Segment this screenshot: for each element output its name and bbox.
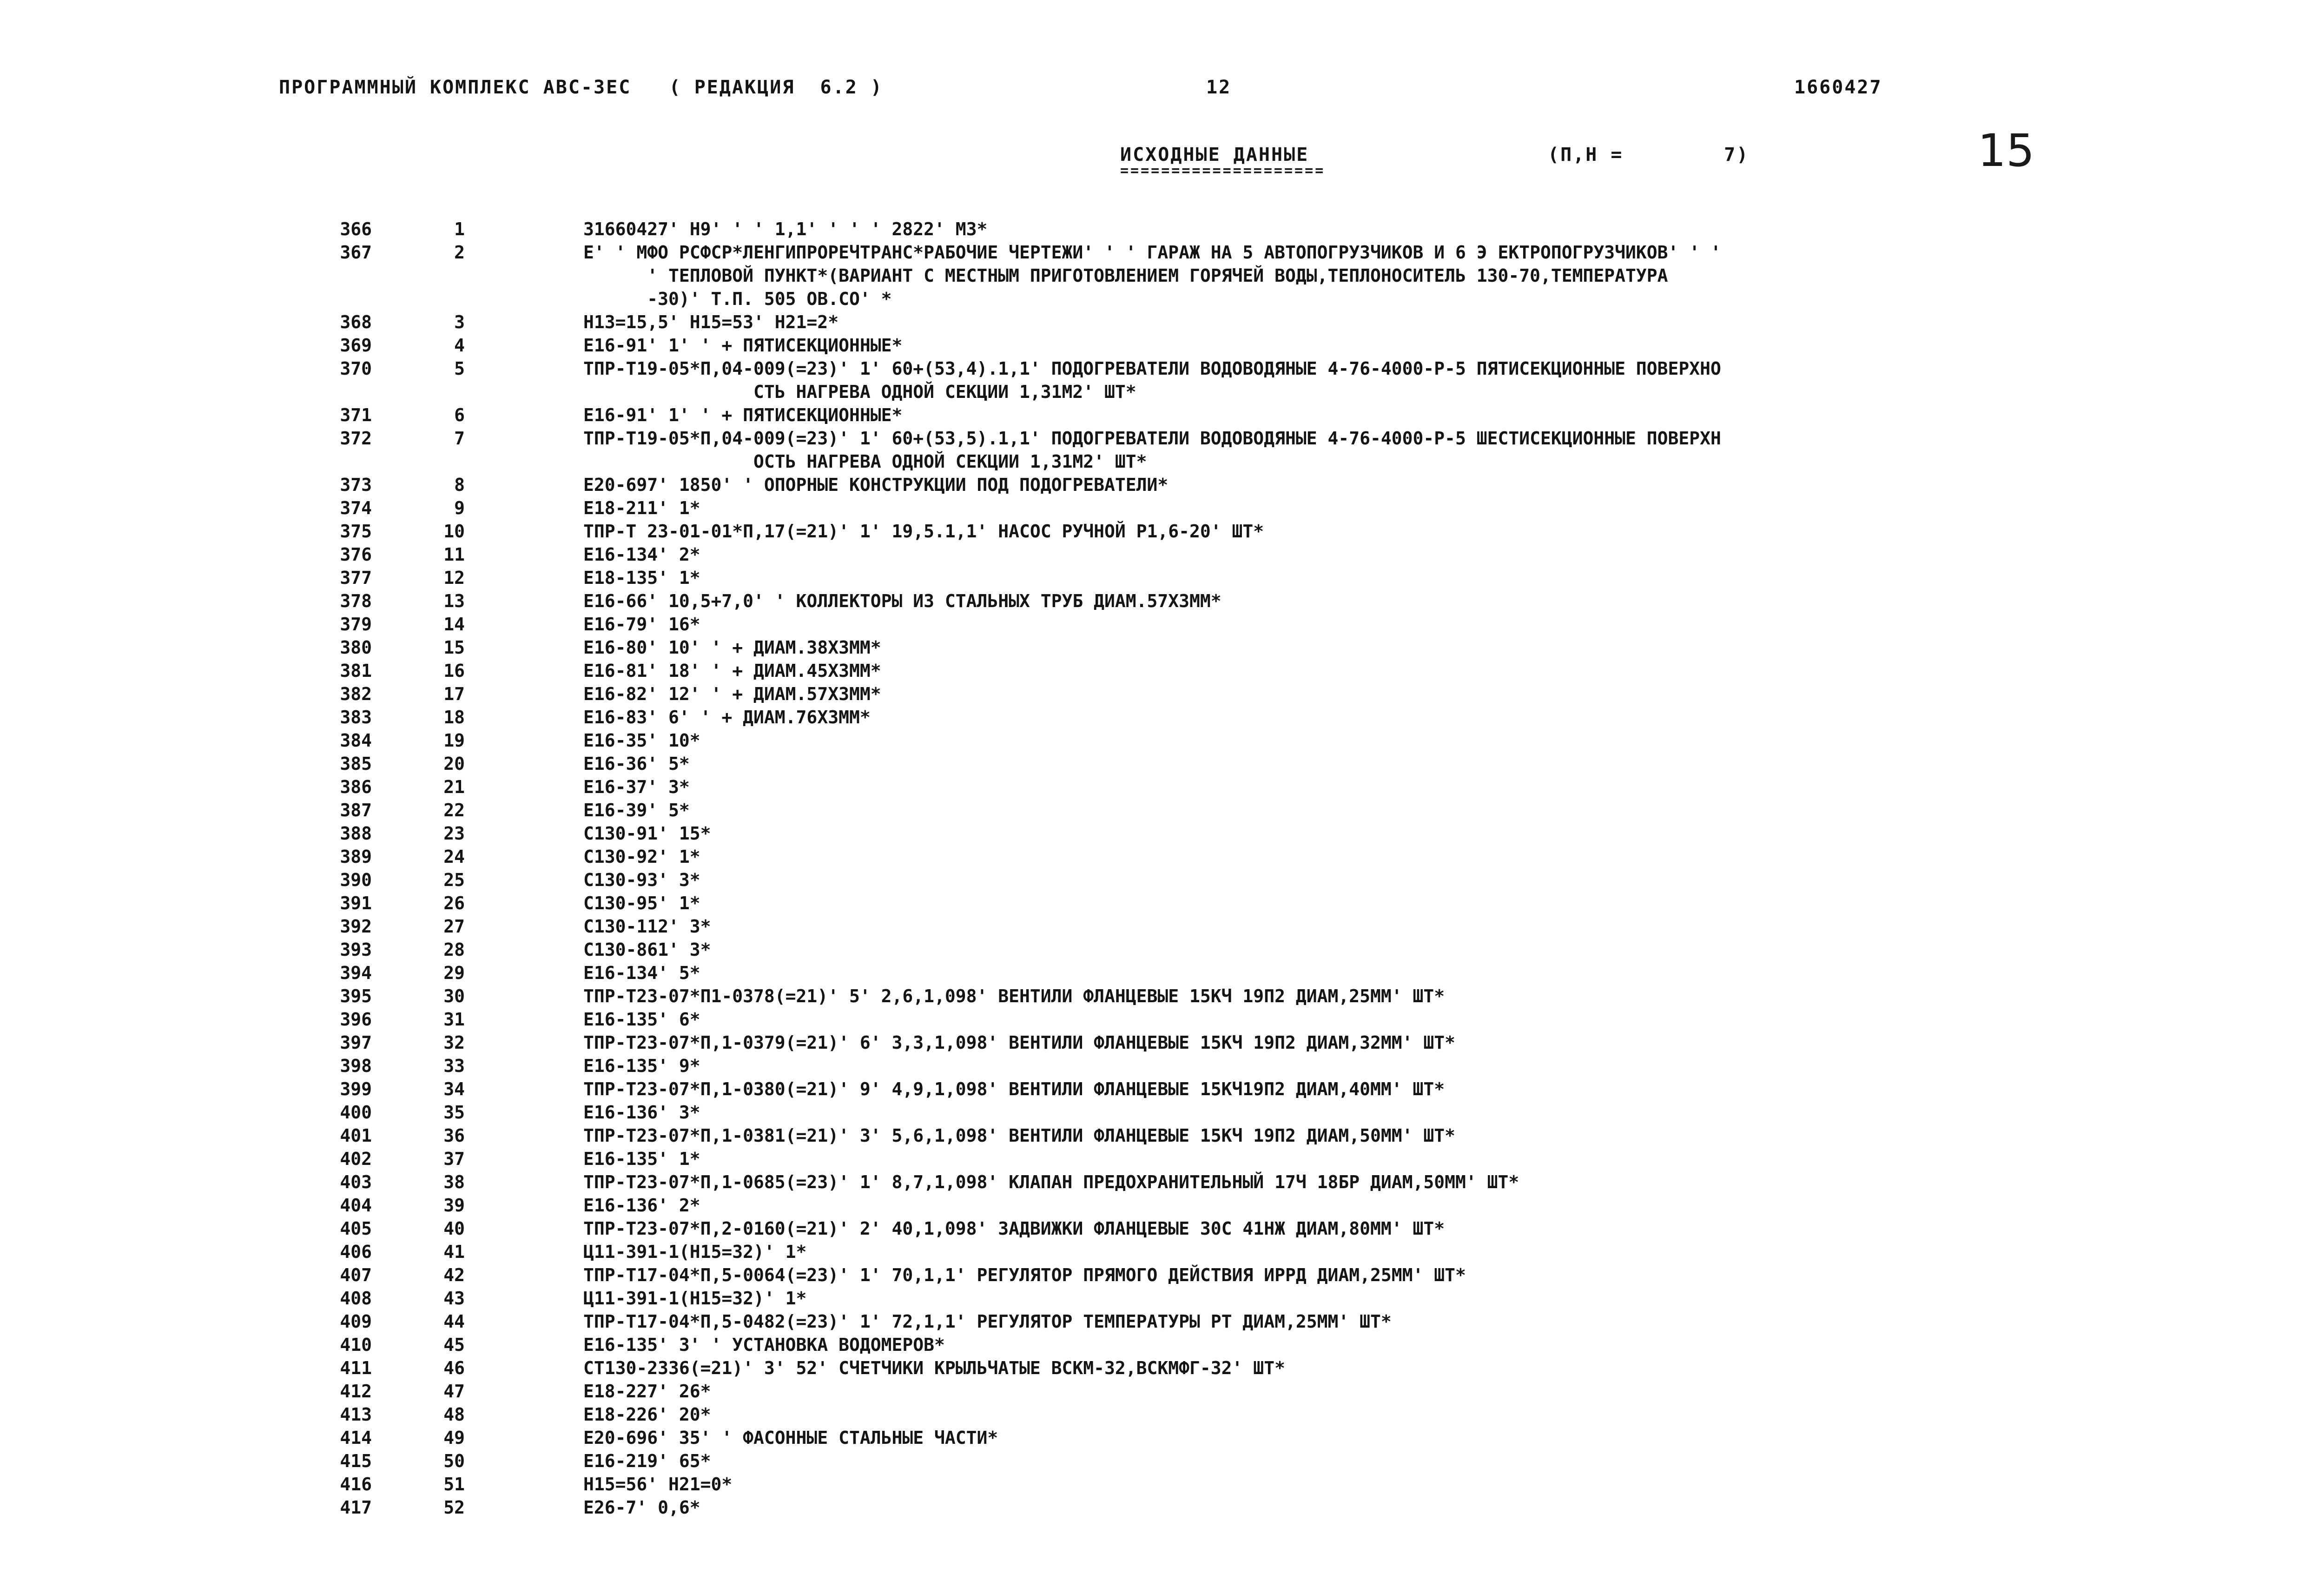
title-underline: ==================== xyxy=(1120,163,1326,179)
record-number: 39 xyxy=(443,1195,465,1216)
record-text-line: Е18-211' 1* xyxy=(583,498,700,518)
record-number: 13 xyxy=(443,591,465,611)
record-text-line: Е16-219' 65* xyxy=(583,1451,711,1471)
record-text xyxy=(583,1496,2303,1519)
record-number: 51 xyxy=(443,1474,465,1494)
record-number: 32 xyxy=(443,1032,465,1053)
listing-row xyxy=(0,799,2324,822)
record-text xyxy=(583,1333,2303,1356)
listing-row xyxy=(0,1124,2324,1147)
record-number: 5 xyxy=(454,358,465,379)
title-parameters: (П,Н = 7) xyxy=(1548,144,1750,165)
line-number: 381 xyxy=(340,661,372,681)
line-number: 373 xyxy=(340,475,372,495)
record-text xyxy=(583,1124,2303,1147)
record-text xyxy=(583,845,2303,868)
line-number: 413 xyxy=(340,1404,372,1425)
line-number: 407 xyxy=(340,1265,372,1285)
record-text xyxy=(583,868,2303,892)
line-number: 370 xyxy=(340,358,372,379)
record-number: 17 xyxy=(443,684,465,704)
listing-row xyxy=(0,938,2324,961)
line-number: 397 xyxy=(340,1032,372,1053)
record-text-line: ТПР-Т19-05*П,04-009(=23)' 1' 60+(53,4).1,1' ПОДОГРЕВАТЕЛИ ВОДОВОДЯНЫЕ 4-76-4000-Р-5 ПЯТИСЕКЦИОННЫЕ ПОВЕРХНО xyxy=(583,358,1721,379)
record-text xyxy=(583,659,2303,682)
record-number: 20 xyxy=(443,754,465,774)
record-number: 27 xyxy=(443,916,465,937)
line-number: 411 xyxy=(340,1358,372,1378)
record-text-line: С130-95' 1* xyxy=(583,893,700,913)
line-number: 375 xyxy=(340,521,372,542)
line-number: 408 xyxy=(340,1288,372,1309)
header-program-title: ПРОГРАММНЫЙ КОМПЛЕКС АВС-ЗЕС ( РЕДАКЦИЯ 6.2 ) xyxy=(279,77,883,98)
section-title-block xyxy=(1120,144,1325,179)
listing-row xyxy=(0,1333,2324,1356)
record-text-line: Е18-227' 26* xyxy=(583,1381,711,1402)
line-number: 399 xyxy=(340,1079,372,1099)
record-text xyxy=(583,1031,2303,1054)
record-text-line: Е16-135' 3' ' УСТАНОВКА ВОДОМЕРОВ* xyxy=(583,1335,945,1355)
record-text xyxy=(583,589,2303,613)
record-text-line: Е26-7' 0,6* xyxy=(583,1497,700,1518)
line-number: 383 xyxy=(340,707,372,727)
record-text-line: Е' ' МФО РСФСР*ЛЕНГИПРОРЕЧТРАНС*РАБОЧИЕ ЧЕРТЕЖИ' ' ' ГАРАЖ НА 5 АВТОПОГРУЗЧИКОВ И 6 Э ЕКТРОПОГРУЗЧИКОВ' ' ' xyxy=(583,242,1721,263)
record-text-line: Е16-135' 1* xyxy=(583,1149,700,1169)
record-number: 40 xyxy=(443,1218,465,1239)
record-text-line: Е16-81' 18' ' + ДИАМ.45Х3ММ* xyxy=(583,661,881,681)
record-text xyxy=(583,822,2303,845)
record-number: 2 xyxy=(454,242,465,263)
record-text-line: ТПР-Т17-04*П,5-0064(=23)' 1' 70,1,1' РЕГУЛЯТОР ПРЯМОГО ДЕЙСТВИЯ ИРРД ДИАМ,25ММ' ШТ* xyxy=(583,1265,1466,1285)
record-number: 11 xyxy=(443,544,465,565)
record-text xyxy=(583,1426,2303,1449)
record-text xyxy=(583,1194,2303,1217)
line-number: 371 xyxy=(340,405,372,425)
handwritten-page-number: 15 xyxy=(1978,125,2035,177)
listing-row xyxy=(0,961,2324,985)
listing-row xyxy=(0,1240,2324,1263)
record-number: 48 xyxy=(443,1404,465,1425)
section-title: ИСХОДНЫЕ ДАННЫЕ xyxy=(1120,144,1309,165)
listing-row xyxy=(0,357,2324,403)
line-number: 377 xyxy=(340,568,372,588)
listing-row xyxy=(0,729,2324,752)
record-text-line: 31660427' Н9' ' ' 1,1' ' ' ' 2822' М3* xyxy=(583,219,988,239)
record-number: 16 xyxy=(443,661,465,681)
listing-row xyxy=(0,682,2324,706)
line-number: 403 xyxy=(340,1172,372,1192)
line-number: 401 xyxy=(340,1125,372,1146)
record-number: 45 xyxy=(443,1335,465,1355)
record-number: 36 xyxy=(443,1125,465,1146)
record-number: 44 xyxy=(443,1311,465,1332)
listing-row xyxy=(0,1287,2324,1310)
listing-row xyxy=(0,520,2324,543)
line-number: 369 xyxy=(340,335,372,356)
line-number: 389 xyxy=(340,846,372,867)
line-number: 376 xyxy=(340,544,372,565)
record-number: 12 xyxy=(443,568,465,588)
record-text-line: Е16-82' 12' ' + ДИАМ.57Х3ММ* xyxy=(583,684,881,704)
record-text xyxy=(583,403,2303,427)
record-number: 29 xyxy=(443,963,465,983)
record-number: 25 xyxy=(443,870,465,890)
record-text-line: Е16-134' 5* xyxy=(583,963,700,983)
line-number: 368 xyxy=(340,312,372,332)
record-number: 50 xyxy=(443,1451,465,1471)
line-number: 391 xyxy=(340,893,372,913)
record-text-line: ТПР-Т23-07*П,1-0685(=23)' 1' 8,7,1,098' КЛАПАН ПРЕДОХРАНИТЕЛЬНЫЙ 17Ч 18БР ДИАМ,50ММ' ШТ* xyxy=(583,1172,1519,1192)
record-text xyxy=(583,682,2303,706)
record-text-line: ТПР-Т19-05*П,04-009(=23)' 1' 60+(53,5).1,1' ПОДОГРЕВАТЕЛИ ВОДОВОДЯНЫЕ 4-76-4000-Р-5 ШЕСТИСЕКЦИОННЫЕ ПОВЕРХН xyxy=(583,428,1721,449)
record-number: 21 xyxy=(443,777,465,797)
record-text-line: Е16-134' 2* xyxy=(583,544,700,565)
record-text-line: Е16-79' 16* xyxy=(583,614,700,635)
listing-row xyxy=(0,613,2324,636)
record-text-line: -30)' Т.П. 505 ОВ.СО' * xyxy=(583,289,892,309)
record-text xyxy=(583,1403,2303,1426)
record-text-line: С130-93' 3* xyxy=(583,870,700,890)
listing-row xyxy=(0,1426,2324,1449)
record-number: 24 xyxy=(443,846,465,867)
record-number: 18 xyxy=(443,707,465,727)
record-text-line: СТ130-2336(=21)' 3' 52' СЧЕТЧИКИ КРЫЛЬЧАТЫЕ ВСКМ-32,ВСКМФГ-32' ШТ* xyxy=(583,1358,1285,1378)
line-number: 394 xyxy=(340,963,372,983)
listing-row xyxy=(0,1449,2324,1473)
line-number: 393 xyxy=(340,939,372,960)
record-text-line: ' ТЕПЛОВОЙ ПУНКТ*(ВАРИАНТ С МЕСТНЫМ ПРИГОТОВЛЕНИЕМ ГОРЯЧЕЙ ВОДЫ,ТЕПЛОНОСИТЕЛЬ 130-70,ТЕМПЕРАТУРА xyxy=(583,265,1668,286)
record-text xyxy=(583,357,2303,403)
line-number: 395 xyxy=(340,986,372,1006)
record-text-line: Е16-35' 10* xyxy=(583,730,700,751)
record-text-line: Е18-135' 1* xyxy=(583,568,700,588)
listing-row xyxy=(0,1008,2324,1031)
line-number: 392 xyxy=(340,916,372,937)
listing-row xyxy=(0,1380,2324,1403)
listing-row xyxy=(0,1147,2324,1170)
record-text xyxy=(583,892,2303,915)
record-text xyxy=(583,473,2303,496)
listing-row xyxy=(0,1356,2324,1380)
record-number: 37 xyxy=(443,1149,465,1169)
record-text xyxy=(583,961,2303,985)
listing-row xyxy=(0,566,2324,589)
record-text xyxy=(583,1310,2303,1333)
record-text-line: ТПР-Т23-07*П,2-0160(=21)' 2' 40,1,098' ЗАДВИЖКИ ФЛАНЦЕВЫЕ 30С 41НЖ ДИАМ,80ММ' ШТ* xyxy=(583,1218,1445,1239)
record-text xyxy=(583,775,2303,799)
record-text xyxy=(583,729,2303,752)
record-text xyxy=(583,636,2303,659)
listing-row xyxy=(0,311,2324,334)
record-number: 34 xyxy=(443,1079,465,1099)
listing-row xyxy=(0,845,2324,868)
record-text-line: Е20-696' 35' ' ФАСОННЫЕ СТАЛЬНЫЕ ЧАСТИ* xyxy=(583,1428,998,1448)
record-number: 19 xyxy=(443,730,465,751)
line-number: 380 xyxy=(340,637,372,658)
record-text-line: ТПР-Т 23-01-01*П,17(=21)' 1' 19,5.1,1' НАСОС РУЧНОЙ Р1,6-20' ШТ* xyxy=(583,521,1264,542)
record-number: 49 xyxy=(443,1428,465,1448)
record-text xyxy=(583,938,2303,961)
record-text xyxy=(583,218,2303,241)
listing-row xyxy=(0,752,2324,775)
record-text-line: Е16-91' 1' ' + ПЯТИСЕКЦИОННЫЕ* xyxy=(583,335,903,356)
record-text xyxy=(583,1240,2303,1263)
record-text-line: Е16-91' 1' ' + ПЯТИСЕКЦИОННЫЕ* xyxy=(583,405,903,425)
record-text xyxy=(583,1380,2303,1403)
listing-row xyxy=(0,1194,2324,1217)
record-text-line: С130-91' 15* xyxy=(583,823,711,844)
record-number: 47 xyxy=(443,1381,465,1402)
record-text-line: Е18-226' 20* xyxy=(583,1404,711,1425)
listing-row xyxy=(0,543,2324,566)
line-number: 367 xyxy=(340,242,372,263)
line-number: 415 xyxy=(340,1451,372,1471)
header-document-code: 1660427 xyxy=(1794,77,1882,98)
listing-row xyxy=(0,1078,2324,1101)
record-text xyxy=(583,311,2303,334)
record-text-line: С130-92' 1* xyxy=(583,846,700,867)
record-number: 30 xyxy=(443,986,465,1006)
line-number: 402 xyxy=(340,1149,372,1169)
record-text xyxy=(583,241,2303,311)
line-number: 372 xyxy=(340,428,372,449)
listing-row xyxy=(0,589,2324,613)
record-number: 3 xyxy=(454,312,465,332)
listing-row xyxy=(0,1031,2324,1054)
listing-row xyxy=(0,403,2324,427)
listing-row xyxy=(0,1310,2324,1333)
line-number: 386 xyxy=(340,777,372,797)
record-text-line: ТПР-Т23-07*П1-0378(=21)' 5' 2,6,1,098' ВЕНТИЛИ ФЛАНЦЕВЫЕ 15КЧ 19П2 ДИАМ,25ММ' ШТ* xyxy=(583,986,1445,1006)
record-text-line: Е16-135' 9* xyxy=(583,1056,700,1076)
header-sheet-number: 12 xyxy=(1206,77,1232,98)
listing-row xyxy=(0,241,2324,311)
listing-row xyxy=(0,915,2324,938)
record-text xyxy=(583,1054,2303,1078)
record-text xyxy=(583,334,2303,357)
record-text xyxy=(583,566,2303,589)
record-text xyxy=(583,915,2303,938)
line-number: 385 xyxy=(340,754,372,774)
line-number: 379 xyxy=(340,614,372,635)
record-text-line: Ц11-391-1(Н15=32)' 1* xyxy=(583,1288,807,1309)
line-number: 396 xyxy=(340,1009,372,1030)
record-number: 7 xyxy=(454,428,465,449)
record-text xyxy=(583,520,2303,543)
record-text xyxy=(583,1356,2303,1380)
record-text xyxy=(583,1217,2303,1240)
record-text-line: Е16-36' 5* xyxy=(583,754,690,774)
record-text xyxy=(583,1147,2303,1170)
record-text xyxy=(583,613,2303,636)
listing-row xyxy=(0,473,2324,496)
record-number: 42 xyxy=(443,1265,465,1285)
listing-row xyxy=(0,659,2324,682)
record-text xyxy=(583,752,2303,775)
record-number: 43 xyxy=(443,1288,465,1309)
line-number: 406 xyxy=(340,1242,372,1262)
record-number: 31 xyxy=(443,1009,465,1030)
record-number: 8 xyxy=(454,475,465,495)
line-number: 414 xyxy=(340,1428,372,1448)
record-number: 4 xyxy=(454,335,465,356)
record-number: 15 xyxy=(443,637,465,658)
record-number: 1 xyxy=(454,219,465,239)
record-text xyxy=(583,1449,2303,1473)
line-number: 390 xyxy=(340,870,372,890)
record-number: 22 xyxy=(443,800,465,820)
record-text xyxy=(583,1473,2303,1496)
record-text-line: Е16-136' 3* xyxy=(583,1102,700,1123)
record-text-line: Н15=56' Н21=0* xyxy=(583,1474,733,1494)
line-number: 374 xyxy=(340,498,372,518)
record-number: 38 xyxy=(443,1172,465,1192)
listing-row xyxy=(0,706,2324,729)
record-number: 33 xyxy=(443,1056,465,1076)
record-text xyxy=(583,706,2303,729)
record-number: 46 xyxy=(443,1358,465,1378)
record-text xyxy=(583,1263,2303,1287)
record-number: 6 xyxy=(454,405,465,425)
record-text-line: СТЬ НАГРЕВА ОДНОЙ СЕКЦИИ 1,31М2' ШТ* xyxy=(583,382,1136,402)
record-text-line: ТПР-Т23-07*П,1-0380(=21)' 9' 4,9,1,098' ВЕНТИЛИ ФЛАНЦЕВЫЕ 15КЧ19П2 ДИАМ,40ММ' ШТ* xyxy=(583,1079,1445,1099)
listing-row xyxy=(0,1473,2324,1496)
record-text xyxy=(583,427,2303,473)
record-number: 41 xyxy=(443,1242,465,1262)
record-text-line: ТПР-Т23-07*П,1-0379(=21)' 6' 3,3,1,098' ВЕНТИЛИ ФЛАНЦЕВЫЕ 15КЧ 19П2 ДИАМ,32ММ' ШТ* xyxy=(583,1032,1455,1053)
listing-row xyxy=(0,1403,2324,1426)
line-number: 416 xyxy=(340,1474,372,1494)
record-text xyxy=(583,1078,2303,1101)
line-number: 417 xyxy=(340,1497,372,1518)
listing-row xyxy=(0,985,2324,1008)
record-text-line: Е16-135' 6* xyxy=(583,1009,700,1030)
record-text-line: С130-112' 3* xyxy=(583,916,711,937)
listing-row xyxy=(0,1496,2324,1519)
listing-row xyxy=(0,1101,2324,1124)
record-text xyxy=(583,496,2303,520)
line-number: 398 xyxy=(340,1056,372,1076)
line-number: 400 xyxy=(340,1102,372,1123)
record-text-line: Е16-80' 10' ' + ДИАМ.38Х3ММ* xyxy=(583,637,881,658)
listing-row xyxy=(0,334,2324,357)
line-number: 384 xyxy=(340,730,372,751)
record-text-line: Е16-39' 5* xyxy=(583,800,690,820)
record-text xyxy=(583,1170,2303,1194)
line-number: 366 xyxy=(340,219,372,239)
line-number: 404 xyxy=(340,1195,372,1216)
listing-row xyxy=(0,1170,2324,1194)
record-text-line: С130-861' 3* xyxy=(583,939,711,960)
record-text-line: ТПР-Т17-04*П,5-0482(=23)' 1' 72,1,1' РЕГУЛЯТОР ТЕМПЕРАТУРЫ РТ ДИАМ,25ММ' ШТ* xyxy=(583,1311,1392,1332)
input-data-listing xyxy=(0,218,2324,1519)
listing-row xyxy=(0,892,2324,915)
listing-row xyxy=(0,427,2324,473)
listing-row xyxy=(0,1217,2324,1240)
record-text xyxy=(583,543,2303,566)
listing-row xyxy=(0,822,2324,845)
listing-row xyxy=(0,218,2324,241)
listing-row xyxy=(0,496,2324,520)
record-text-line: Е20-697' 1850' ' ОПОРНЫЕ КОНСТРУКЦИИ ПОД ПОДОГРЕВАТЕЛИ* xyxy=(583,475,1169,495)
line-number: 405 xyxy=(340,1218,372,1239)
record-number: 28 xyxy=(443,939,465,960)
record-text-line: Ц11-391-1(Н15=32)' 1* xyxy=(583,1242,807,1262)
listing-row xyxy=(0,636,2324,659)
record-text-line: ТПР-Т23-07*П,1-0381(=21)' 3' 5,6,1,098' ВЕНТИЛИ ФЛАНЦЕВЫЕ 15КЧ 19П2 ДИАМ,50ММ' ШТ* xyxy=(583,1125,1455,1146)
record-text-line: Е16-83' 6' ' + ДИАМ.76Х3ММ* xyxy=(583,707,871,727)
record-number: 26 xyxy=(443,893,465,913)
record-text xyxy=(583,1101,2303,1124)
record-text xyxy=(583,799,2303,822)
line-number: 409 xyxy=(340,1311,372,1332)
line-number: 387 xyxy=(340,800,372,820)
record-text-line: Е16-136' 2* xyxy=(583,1195,700,1216)
record-text-line: Е16-66' 10,5+7,0' ' КОЛЛЕКТОРЫ ИЗ СТАЛЬНЫХ ТРУБ ДИАМ.57Х3ММ* xyxy=(583,591,1221,611)
record-number: 35 xyxy=(443,1102,465,1123)
listing-row xyxy=(0,775,2324,799)
record-text xyxy=(583,985,2303,1008)
line-number: 388 xyxy=(340,823,372,844)
record-number: 9 xyxy=(454,498,465,518)
line-number: 412 xyxy=(340,1381,372,1402)
listing-row xyxy=(0,868,2324,892)
listing-row xyxy=(0,1263,2324,1287)
listing-row xyxy=(0,1054,2324,1078)
record-text-line: Н13=15,5' Н15=53' Н21=2* xyxy=(583,312,839,332)
line-number: 410 xyxy=(340,1335,372,1355)
record-text xyxy=(583,1008,2303,1031)
record-number: 23 xyxy=(443,823,465,844)
record-number: 52 xyxy=(443,1497,465,1518)
record-number: 14 xyxy=(443,614,465,635)
line-number: 382 xyxy=(340,684,372,704)
line-number: 378 xyxy=(340,591,372,611)
record-number: 10 xyxy=(443,521,465,542)
record-text-line: Е16-37' 3* xyxy=(583,777,690,797)
record-text-line: ОСТЬ НАГРЕВА ОДНОЙ СЕКЦИИ 1,31М2' ШТ* xyxy=(583,451,1147,472)
record-text xyxy=(583,1287,2303,1310)
